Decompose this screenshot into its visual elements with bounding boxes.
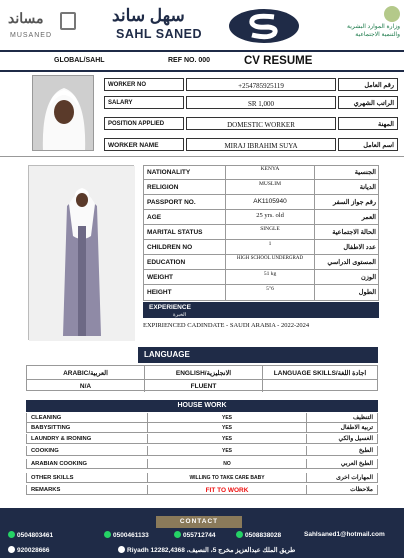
language-col-english [145,366,263,392]
detail-label: HEIGHT [147,289,172,296]
detail-label-ar: العمر [361,214,376,221]
detail-label-ar: المستوى الدراسي [327,259,376,266]
housework-label: REMARKS [31,487,61,493]
info-label: SALARY [104,96,184,109]
detail-row-education [143,255,379,270]
footer-address: Riyadh 12282,4368 ،طريق الملك عبدالعزيز مخرج 5، النصيف [118,546,295,554]
detail-row-children [143,240,379,255]
divider [0,50,404,52]
detail-label: CHILDREN NO [147,244,193,251]
housework-row [26,485,378,495]
footer-phone: 055712744 [174,531,216,539]
detail-label-ar: الديانة [359,184,376,191]
language-bar: LANGUAGE [138,347,378,363]
language-value [263,379,377,392]
phone-icon [8,546,15,553]
footer-phone: 0508838028 [236,531,281,539]
language-head: LANGUAGE SKILLS/اجادة اللغة [273,370,367,377]
info-label-ar: اسم العامل [338,138,398,151]
info-value: +254785925119 [186,78,336,91]
housework-value: NO [147,459,307,468]
musaned-icon [60,12,76,30]
sahl-saned-logo-icon [228,8,300,44]
housework-label: LAUNDRY & IRONING [31,436,92,442]
divider [0,70,404,72]
info-label-ar: رقم العامل [338,78,398,91]
sahl-en-title: SAHL SANED [116,27,203,41]
detail-row-marital [143,225,379,240]
detail-value: 5"6 [225,285,315,300]
ribbon [0,54,404,70]
experience-text: EXPIRIENCED CADINDATE - SAUDI ARABIA - 2022-2024 [143,322,310,329]
detail-row-religion [143,180,379,195]
detail-row-height [143,285,379,300]
detail-label-ar: رقم جواز السفر [333,199,376,206]
info-row-worker-name [104,138,398,151]
housework-row [26,413,378,423]
housework-bar: HOUSE WORK [26,400,378,412]
detail-row-age [143,210,379,225]
info-value: DOMESTIC WORKER [186,117,336,130]
housework-value: YES [147,413,307,422]
footer-phone: 0504803461 [8,531,53,539]
detail-value: 1 [225,240,315,255]
language-value: N/A [27,379,144,392]
housework-row [26,473,378,483]
detail-value: HIGH SCHOOL UNDERGRAD [225,255,315,270]
footer-phone: 920028666 [8,546,50,554]
info-label: WORKER NO [104,78,184,91]
detail-label-ar: الحالة الاجتماعية [332,229,376,236]
housework-value: WILLING TO TAKE CARE BABY [147,473,307,482]
detail-label-ar: عدد الاطفال [343,244,376,251]
info-label-ar: الراتب الشهري [338,96,398,109]
experience-label-ar: الخبرة [173,312,187,318]
header-logos [0,0,404,50]
detail-value: AK1105940 [225,195,315,210]
language-head: ARABIC/العربية [63,370,108,377]
housework-label: OTHER SKILLS [31,475,74,481]
housework-label-ar: الطبخ [358,448,373,454]
housework-row [26,459,378,469]
experience-bar [143,302,379,318]
detail-value: SINGLE [225,225,315,240]
info-value: MIRAJ IBRAHIM SUYA [186,138,336,151]
detail-value: 51 kg [225,270,315,285]
page-title: CV RESUME [244,55,313,67]
musaned-logo [8,6,78,46]
whatsapp-icon [174,531,181,538]
musaned-en-text: MUSANED [10,32,53,39]
info-label-ar: المهنة [338,117,398,130]
language-col-arabic [27,366,145,392]
housework-label-ar: التنظيف [352,415,373,421]
detail-label: NATIONALITY [147,169,191,176]
info-row-salary [104,96,398,109]
sahl-ar-title: سهل ساند [112,6,185,25]
language-col-skills [263,366,377,392]
housework-value: FIT TO WORK [147,485,307,494]
footer-email: Sahlsaned1@hotmail.com [304,531,385,538]
housework-label-ar: تربية الاطفال [340,425,373,431]
detail-label-ar: الطول [358,289,376,296]
whatsapp-icon [236,531,243,538]
detail-label: PASSPORT NO. [147,199,196,206]
housework-label-ar: الطبخ العربي [340,461,373,467]
footer-phone: 0500461133 [104,531,149,539]
worker-full-photo [28,165,134,340]
detail-row-weight [143,270,379,285]
info-label: POSITION APPLIED [104,117,184,130]
detail-label: WEIGHT [147,274,173,281]
housework-label: ARABIAN COOKING [31,461,88,467]
info-label: WORKER NAME [104,138,184,151]
experience-label: EXPERIENCE [149,304,191,311]
detail-label: RELIGION [147,184,179,191]
detail-value: 25 yrs. old [225,210,315,225]
detail-row-passport [143,195,379,210]
language-table [26,365,378,391]
housework-label-ar: الغسيل والكي [338,436,373,442]
info-row-position [104,117,398,130]
ministry-seal-icon [384,6,400,22]
info-value: SR 1,000 [186,96,336,109]
housework-row [26,434,378,444]
language-value: FLUENT [145,379,262,392]
whatsapp-icon [8,531,15,538]
detail-row-nationality [143,165,379,180]
housework-label-ar: المهارات اخرى [336,475,373,481]
housework-label: COOKING [31,448,59,454]
contact-badge: CONTACT [156,516,242,528]
housework-row [26,423,378,433]
whatsapp-icon [104,531,111,538]
info-row-worker-no [104,78,398,91]
detail-label-ar: الجنسية [354,169,376,176]
housework-value: YES [147,423,307,432]
ministry-text: وزارة الموارد البشرية والتنمية الاجتماعية [347,24,400,38]
location-icon [118,546,125,553]
language-head: ENGLISH/الانجليزية [175,370,232,377]
musaned-ar-text: مساند [8,10,44,26]
housework-value: YES [147,434,307,443]
detail-label: AGE [147,214,162,221]
ref-no: REF NO. 000 [168,57,211,64]
detail-label: EDUCATION [147,259,186,266]
housework-row [26,446,378,456]
housework-label: BABYSITTING [31,425,71,431]
ministry-logo [338,6,400,46]
housework-label-ar: ملاحظات [350,487,373,493]
housework-value: YES [147,446,307,455]
ribbon-left: GLOBAL/SAHL [54,57,105,64]
housework-label: CLEANING [31,415,62,421]
detail-value: MUSLIM [225,180,315,195]
detail-label: MARITAL STATUS [147,229,203,236]
detail-value: KENYA [225,165,315,180]
worker-headshot [32,75,94,151]
detail-label-ar: الوزن [360,274,376,281]
divider [0,156,404,157]
